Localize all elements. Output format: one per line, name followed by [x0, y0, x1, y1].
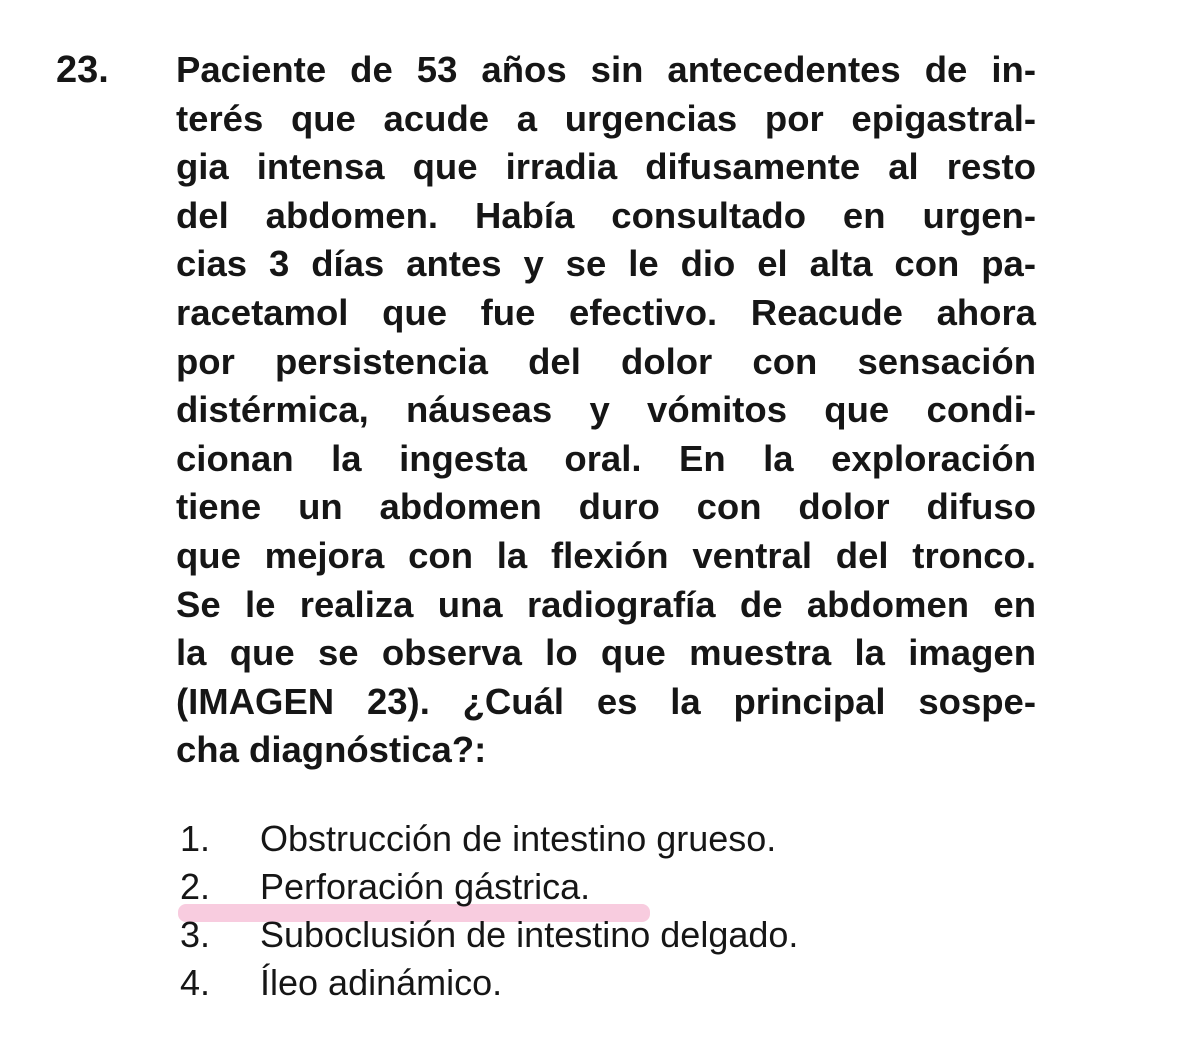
stem-line: Paciente de 53 años sin antecedentes de in-: [176, 49, 1036, 90]
question-stem: [176, 46, 1036, 775]
option-text: Íleo adinámico.: [260, 962, 503, 1003]
stem-line: distérmica, náuseas y vómitos que condi-: [176, 389, 1036, 431]
option-number: 1.: [180, 818, 211, 859]
answer-option-3[interactable]: [180, 911, 940, 959]
stem-line: que mejora con la flexión ventral del tronco.: [176, 534, 1036, 576]
option-text: Suboclusión de intestino delgado.: [260, 914, 799, 955]
stem-line: racetamol que fue efectivo. Reacude ahora: [176, 291, 1036, 333]
stem-line: tiene un abdomen duro con dolor difuso: [176, 486, 1036, 528]
option-text: Perforación gástrica.: [260, 866, 591, 907]
option-number: 2.: [180, 866, 211, 907]
option-number: 3.: [180, 914, 211, 955]
stem-line: del abdomen. Había consultado en urgen-: [176, 194, 1036, 236]
stem-line: gia intensa que irradia difusamente al resto: [176, 146, 1036, 188]
stem-line: cias 3 días antes y se le dio el alta con pa-: [176, 243, 1036, 285]
answer-option-4[interactable]: [180, 959, 940, 1007]
stem-line: cha diagnóstica?:: [176, 729, 487, 771]
option-text: Obstrucción de intestino grueso.: [260, 818, 777, 859]
question-number: 23.: [56, 49, 109, 91]
stem-line: terés que acude a urgencias por epigastral-: [176, 97, 1036, 139]
answer-option-2[interactable]: [180, 863, 940, 911]
answer-option-1[interactable]: [180, 815, 940, 863]
stem-line: la que se observa lo que muestra la imagen: [176, 632, 1036, 674]
stem-line: cionan la ingesta oral. En la exploración: [176, 437, 1036, 479]
answer-options: [180, 815, 940, 1007]
stem-line: (IMAGEN 23). ¿Cuál es la principal sospe-: [176, 680, 1036, 722]
stem-line: por persistencia del dolor con sensación: [176, 340, 1036, 382]
option-number: 4.: [180, 962, 211, 1003]
stem-line: Se le realiza una radiografía de abdomen en: [176, 583, 1036, 625]
